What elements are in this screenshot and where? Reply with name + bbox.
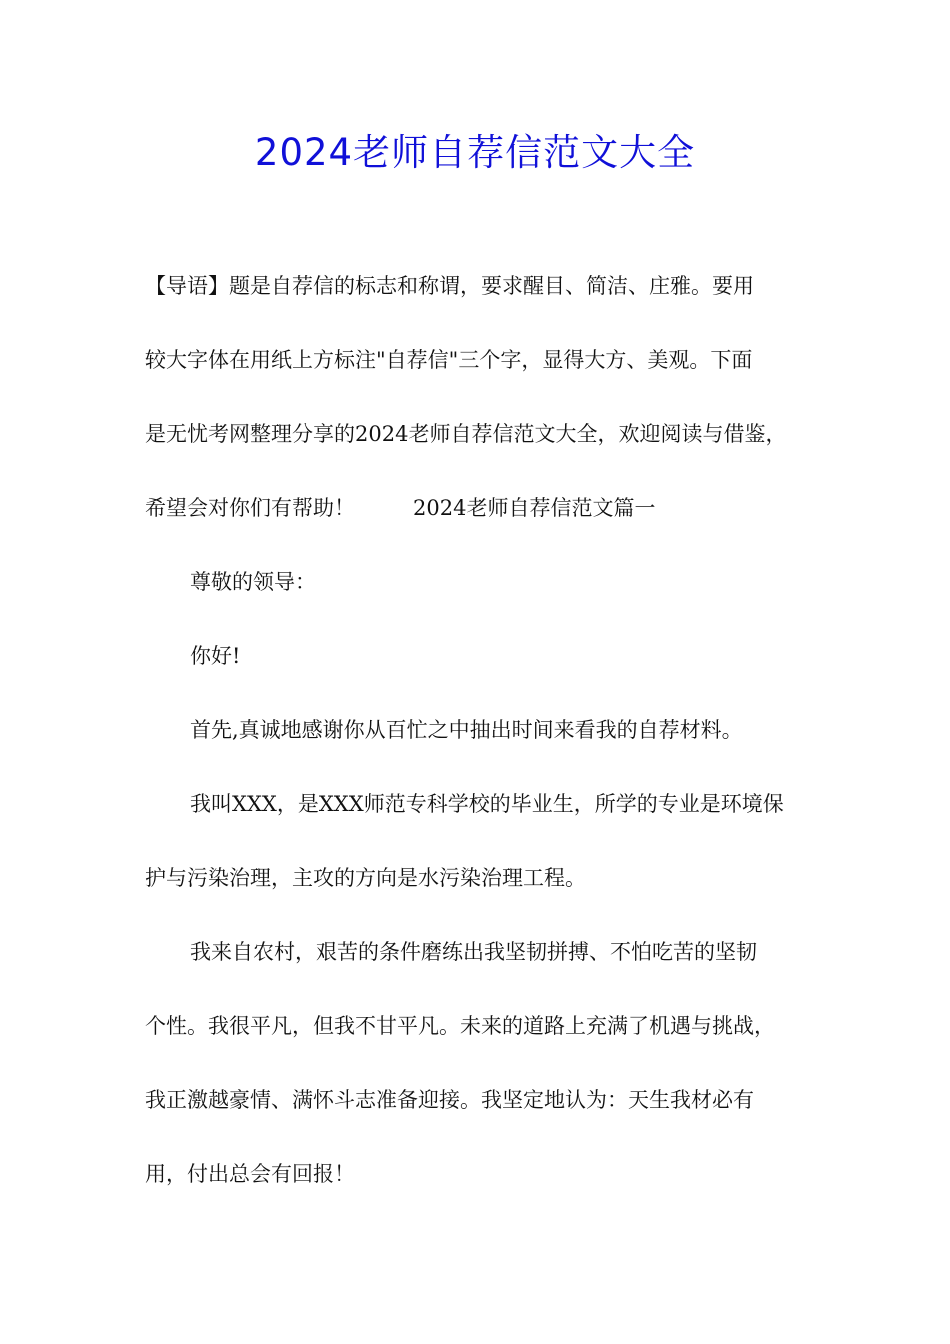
paragraph-line xyxy=(145,710,835,784)
letter-text: 用，付出总会有回报！ xyxy=(145,1162,355,1186)
paragraph-line xyxy=(145,784,835,858)
document-title: 2024老师自荐信范文大全 xyxy=(254,131,696,174)
letter-text: 个性。我很平凡，但我不甘平凡。未来的道路上充满了机遇与挑战， xyxy=(145,1014,775,1038)
letter-text: 首先,真诚地感谢你从百忙之中抽出时间来看我的自荐材料。 xyxy=(190,718,743,742)
letter-text: 我正激越豪情、满怀斗志准备迎接。我坚定地认为：天生我材必有 xyxy=(145,1088,754,1112)
paragraph-line xyxy=(145,488,835,562)
paragraph-line xyxy=(145,266,835,340)
salutation-text: 尊敬的领导： xyxy=(190,570,316,594)
letter-text: 我叫XXX，是XXX师范专科学校的毕业生，所学的专业是环境保 xyxy=(190,792,784,816)
paragraph-line xyxy=(145,340,835,414)
greeting xyxy=(145,636,835,710)
paragraph-line xyxy=(145,1080,835,1154)
letter-text: 我来自农村，艰苦的条件磨练出我坚韧拼搏、不怕吃苦的坚韧 xyxy=(190,940,757,964)
intro-text: 是无忧考网整理分享的2024老师自荐信范文大全，欢迎阅读与借鉴， xyxy=(145,422,787,446)
intro-text: 【导语】题是自荐信的标志和称谓，要求醒目、简洁、庄雅。要用 xyxy=(145,274,754,298)
greeting-text: 你好! xyxy=(190,644,241,668)
paragraph-line xyxy=(145,1154,835,1228)
paragraph-line xyxy=(145,414,835,488)
paragraph-line xyxy=(145,932,835,1006)
paragraph-line xyxy=(145,1006,835,1080)
intro-text: 希望会对你们有帮助！ xyxy=(145,496,355,520)
intro-text: 较大字体在用纸上方标注"自荐信"三个字，显得大方、美观。下面 xyxy=(145,348,753,372)
salutation xyxy=(145,562,835,636)
paragraph-line xyxy=(145,858,835,932)
section-heading: 2024老师自荐信范文篇一 xyxy=(413,496,656,520)
document-body xyxy=(145,266,835,1228)
letter-text: 护与污染治理，主攻的方向是水污染治理工程。 xyxy=(145,866,586,890)
